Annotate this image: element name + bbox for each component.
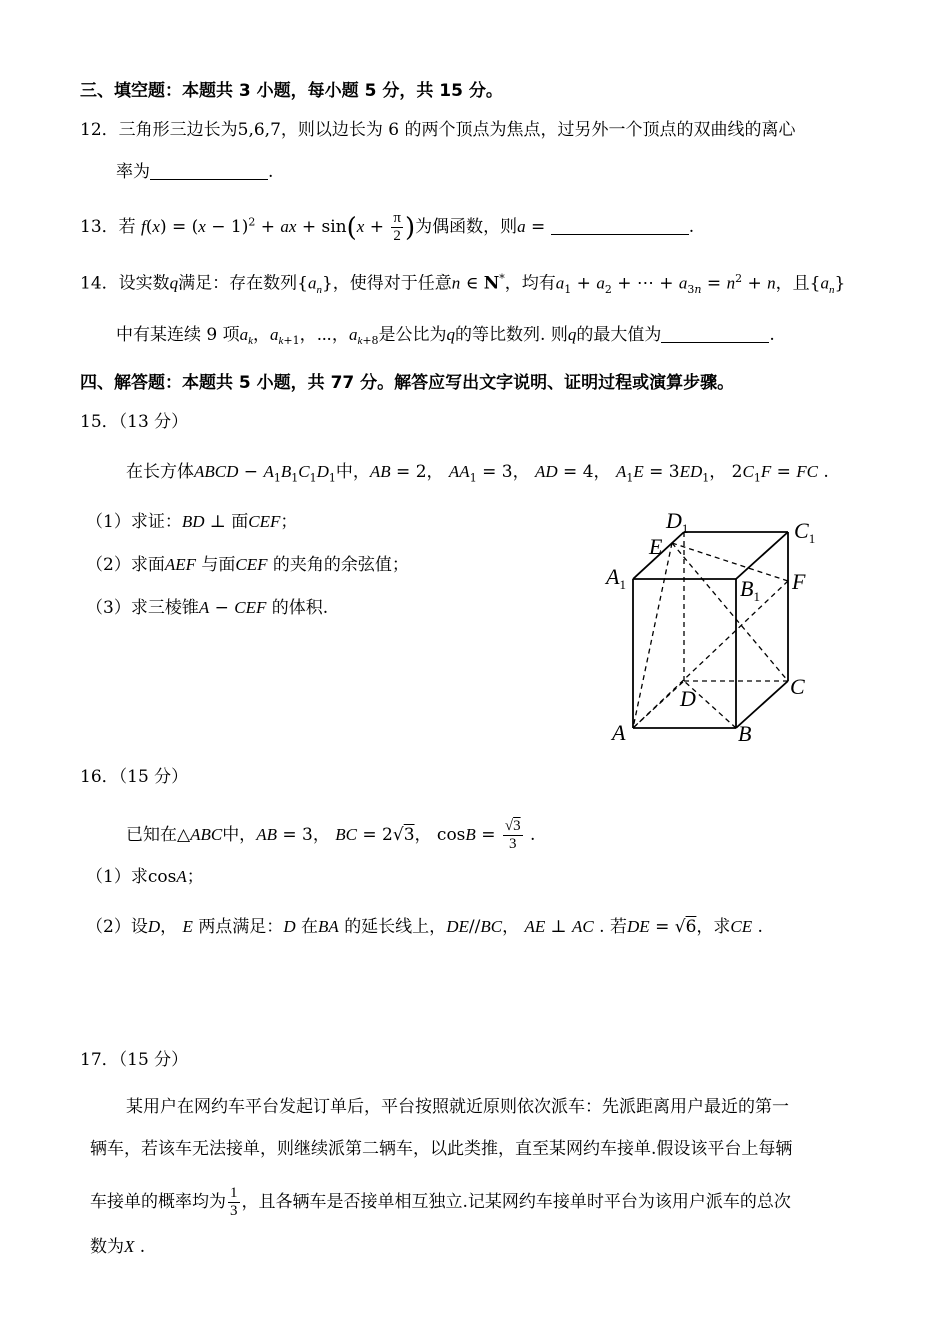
q15-part2-label: （2）求面 — [86, 555, 165, 575]
label-A: A — [612, 720, 626, 745]
q12-line1 — [80, 119, 796, 141]
q12-number: 12． — [80, 120, 119, 140]
q15-stem-b: 中， — [335, 462, 370, 482]
q15-part2-c: 的夹角的余弦值； — [272, 555, 409, 575]
q15-part1: （1）求证：BD ⊥ 面CEF； — [86, 512, 298, 532]
label-C: C — [790, 674, 805, 699]
label-A1: $A_1$ — [606, 564, 626, 592]
q14-text1e: ，且 — [775, 273, 810, 294]
q13-formula: $f(x) = (x - 1)^2$ + ax + sin(x + $\frac{\pi}{2}$ ) — [141, 210, 416, 244]
q17-line3b: ，且各辆车是否接单相互独立.记某网约车接单时平台为该用户派车的总次 — [241, 1192, 791, 1212]
q15-stem: 在长方体ABCD − $A_1B_1C_1D_1$中，AB = 2， $AA_1 = 3$， AD = 4， $A_1E = 3ED_1$， $2C_1F$ = FC . — [126, 462, 829, 485]
q13-line: 13．若 $f(x) = (x - 1)^2$ + ax + sin(x + $\frac{\pi}{2}$ )为偶函数，则a = . — [80, 210, 695, 244]
q17-line2: 辆车，若该车无法接单，则继续派第二辆车，以此类推，直至某网约车接单.假设该平台上每辆 — [90, 1139, 793, 1159]
q16-stem: 已知在△ABC中，AB = 3， BC = 2√3， cosB = $\frac{√3}{3}$ . — [126, 818, 536, 852]
pi-over-2-fraction: $\frac{\pi}{2}$ — [393, 210, 401, 244]
prism-figure — [600, 500, 840, 750]
q16-part2-b: 两点满足： — [198, 917, 284, 937]
q15-number: 15．（13 分） — [80, 412, 189, 432]
q13-answer-blank[interactable] — [551, 216, 689, 235]
q14-answer-blank[interactable] — [661, 324, 769, 343]
label-E: E — [649, 534, 663, 559]
q15-stem-a: 在长方体 — [126, 462, 194, 482]
q14-number: 14． — [80, 273, 119, 294]
q14-line2: 中有某连续 9 项$a_k$，$a_{k+1}$，⋯，$a_{k+8}$是公比为q的等比数列. 则q的最大值为 . — [116, 325, 775, 348]
q15-part2: （2）求面AEF 与面CEF 的夹角的余弦值； — [86, 555, 409, 575]
q14-text2c: 的等比数列. 则 — [455, 325, 568, 345]
q16-stem-a: 已知在△ — [126, 825, 191, 845]
q14-text1a: 设实数 — [118, 273, 170, 294]
q16-stem-b: 中， — [222, 825, 257, 845]
q12-line2 — [116, 161, 273, 183]
q14-text1b: 满足：存在数列 — [178, 273, 298, 294]
q13-end: . — [688, 217, 695, 237]
q16-part2-d: 的延长线上， — [344, 917, 447, 937]
q14-text2a: 中有某连续 9 项 — [116, 325, 240, 345]
q17-line3 — [90, 1185, 791, 1220]
q15-part3-label: （3）求三棱锥 — [86, 598, 199, 618]
q16-part1-label: （1）求 — [86, 867, 148, 887]
q17-number: 17．（15 分） — [80, 1050, 189, 1070]
label-C1: $C_1$ — [794, 518, 816, 546]
q14-text2b: 是公比为 — [378, 325, 447, 345]
q15-part1-label: （1）求证： — [86, 512, 182, 532]
q14-line1: 14．设实数q满足：存在数列$\{a_n\}$，使得对于任意n ∈ N*，均有$a_1 + a_2$ + ⋯ + $a_{3n} = n^2 + n$，且$\{a_n\}$ — [80, 272, 846, 297]
q16-part2-f: ，求 — [696, 917, 731, 937]
q16-part2-e: 若 — [610, 917, 627, 937]
q15-part3-b: 的体积. — [271, 598, 329, 618]
q14-end: . — [769, 325, 775, 345]
q15-part2-b: 与面 — [201, 555, 236, 575]
q16-part2-c: 在 — [301, 917, 318, 937]
q15-part3: （3）求三棱锥A − CEF 的体积. — [86, 598, 329, 618]
one-third-fraction: $\frac{1}{3}$ — [230, 1185, 238, 1219]
section3-heading: 三、填空题：本题共 3 小题，每小题 5 分，共 15 分。 — [80, 81, 503, 101]
q14-text1d: ，均有 — [504, 273, 556, 294]
q17-line1: 某用户在网约车平台发起订单后，平台按照就近原则依次派车：先派距离用户最近的第一 — [126, 1097, 789, 1117]
q12-answer-blank[interactable] — [150, 161, 268, 180]
q12-text2: 率为 — [116, 162, 150, 182]
label-B: B — [738, 721, 752, 746]
label-D: D — [680, 686, 696, 711]
q12-text1: 三角形三边长为5,6,7，则以边长为 6 的两个顶点为焦点，过另外一个顶点的双曲线的离心 — [118, 120, 796, 140]
section4-heading: 四、解答题：本题共 5 小题，共 77 分。解答应写出文字说明、证明过程或演算步骤。 — [80, 373, 735, 393]
q16-part2: （2）设D， E 两点满足：D 在BA 的延长线上，DE//BC， AE ⊥ AC . 若DE = √6，求CE . — [86, 917, 763, 937]
q14-text2d: 的最大值为 — [576, 325, 662, 345]
q14-text1c: ，使得对于任意 — [332, 273, 452, 294]
label-B1: $B_1$ — [740, 576, 760, 604]
label-D1: $D_1$ — [666, 508, 689, 536]
cosB-fraction: $\frac{√3}{3}$ — [504, 818, 521, 852]
q17-line4: 数为X . — [90, 1237, 146, 1257]
q16-part2-label: （2）设 — [86, 917, 148, 937]
q17-line4-text: 数为 — [90, 1237, 124, 1257]
q13-text-b: 为偶函数，则 — [415, 217, 518, 237]
label-F: F — [792, 569, 806, 594]
q15-part1-b: 面 — [231, 512, 249, 532]
q12-end: . — [268, 162, 274, 182]
q17-line3a: 车接单的概率均为 — [90, 1192, 226, 1212]
q16-number: 16．（15 分） — [80, 767, 189, 787]
q16-part1: （1）求cosA； — [86, 867, 204, 887]
q13-number: 13． — [80, 217, 119, 237]
q13-text-a: 若 — [118, 217, 136, 237]
